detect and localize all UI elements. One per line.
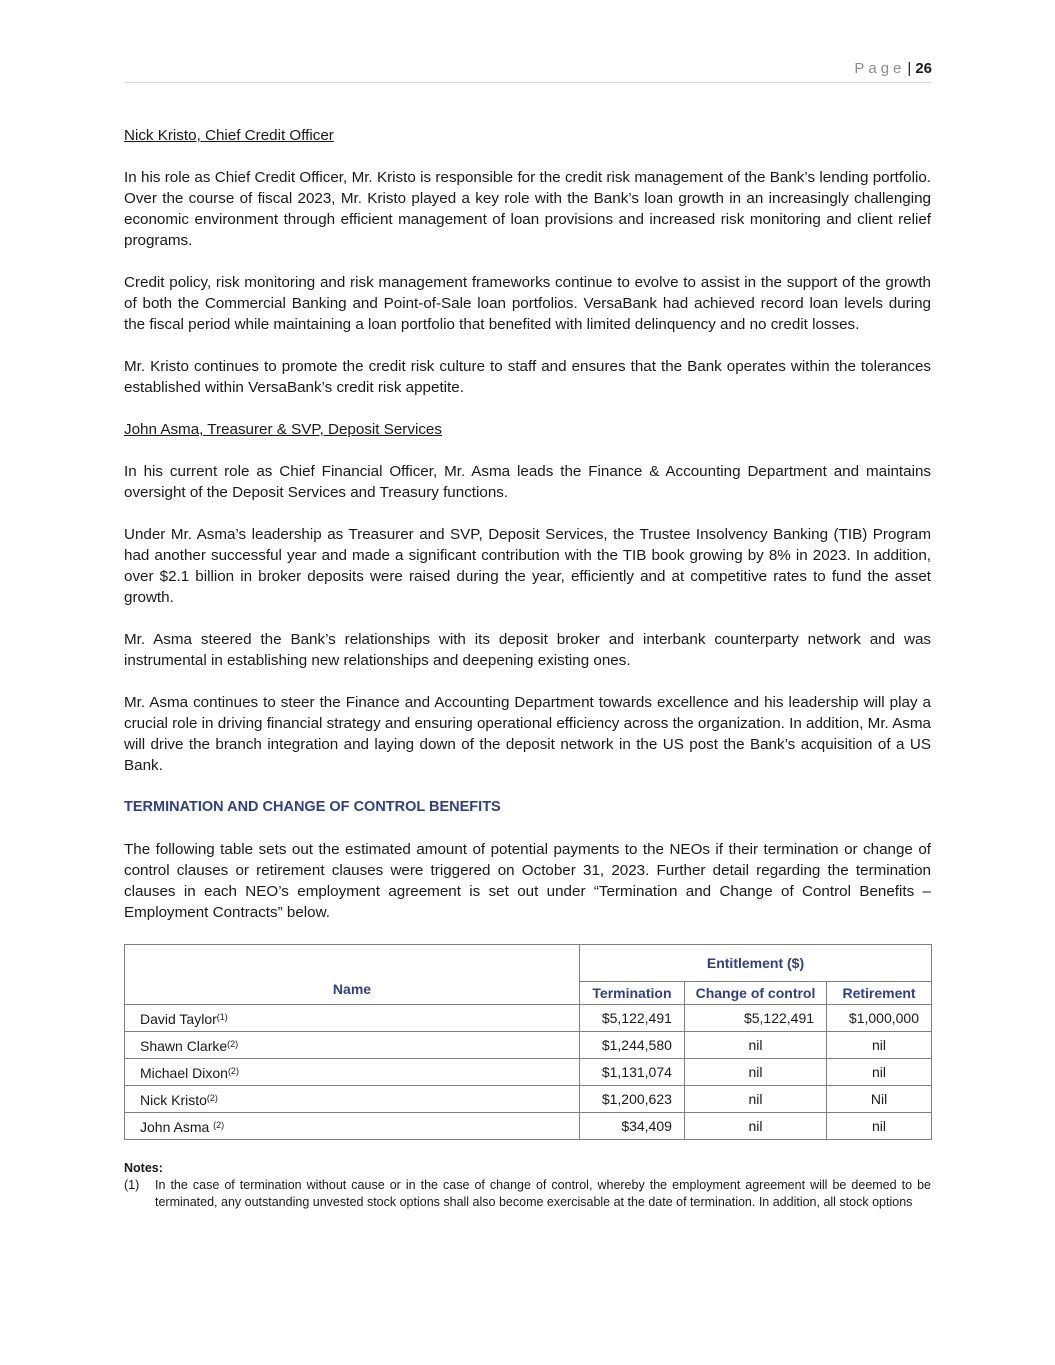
asma-paragraph-4: Mr. Asma continues to steer the Finance and Accounting Department towards excellence and his leadership will play a crucial role in driving financial strategy and ensuring operational efficiency across the organization. In addition, Mr. Asma will drive the branch integration and laying down of the deposit network in the US post the Bank’s acquisition of a US Bank. [124, 694, 931, 774]
name-column-header: Name [125, 945, 580, 1005]
termination-cell: $5,122,491 [580, 1005, 685, 1032]
retirement-column-header: Retirement [827, 982, 932, 1005]
termination-cell: $1,131,074 [580, 1059, 685, 1086]
kristo-paragraph-3: Mr. Kristo continues to promote the credit risk culture to staff and ensures that the Bank operates within the tolerances established within VersaBank’s credit risk appetite. [124, 358, 931, 396]
note-item [124, 1177, 931, 1211]
name-cell: Nick Kristo$^{(2)}$ [125, 1086, 580, 1113]
change-of-control-cell: $5,122,491 [684, 1005, 826, 1032]
change-of-control-cell: nil [684, 1086, 826, 1113]
asma-paragraph-1: In his current role as Chief Financial Officer, Mr. Asma leads the Finance & Accounting Department and maintains oversight of the Deposit Services and Treasury functions. [124, 463, 931, 501]
document-body [124, 125, 931, 1211]
page-separator: | [907, 60, 912, 77]
retirement-cell: $1,000,000 [827, 1005, 932, 1032]
kristo-heading: Nick Kristo, Chief Credit Officer [124, 127, 334, 144]
page-label: Page [854, 60, 906, 77]
change-of-control-column-header: Change of control [684, 982, 826, 1005]
table-row [125, 1005, 932, 1032]
retirement-cell: nil [827, 1059, 932, 1086]
change-of-control-cell: nil [684, 1032, 826, 1059]
entitlement-group-header: Entitlement ($) [580, 945, 932, 982]
termination-intro: The following table sets out the estimated amount of potential payments to the NEOs if their termination or change of control clauses or retirement clauses were triggered on October 31, 2023. Further detail regarding the termination clauses in each NEO’s employment agreement is set out under “Termination and Change of Control Benefits – Employment Contracts” below. [124, 841, 931, 921]
table-row [125, 1086, 932, 1113]
name-cell: John Asma $^{(2)}$ [125, 1113, 580, 1140]
kristo-paragraph-1: In his role as Chief Credit Officer, Mr. Kristo is responsible for the credit risk management of the Bank’s lending portfolio. Over the course of fiscal 2023, Mr. Kristo played a key role with the Bank’s loan growth in an increasingly challenging economic environment through efficient management of loan provisions and increased risk monitoring and client relief programs. [124, 169, 931, 249]
notes-heading: Notes: [124, 1161, 163, 1175]
table-row [125, 1032, 932, 1059]
asma-heading: John Asma, Treasurer & SVP, Deposit Services [124, 421, 442, 438]
retirement-cell: nil [827, 1113, 932, 1140]
retirement-cell: nil [827, 1032, 932, 1059]
page-header [124, 60, 932, 83]
entitlement-table [124, 944, 932, 1140]
name-cell: Michael Dixon$^{(2)}$ [125, 1059, 580, 1086]
kristo-paragraph-2: Credit policy, risk monitoring and risk management frameworks continue to evolve to assist in the support of the growth of both the Commercial Banking and Point-of-Sale loan portfolios. VersaBank had achieved record loan levels during the fiscal period while maintaining a loan portfolio that benefited with limited delinquency and no credit losses. [124, 274, 931, 333]
note-text: In the case of termination without cause or in the case of change of control, whereby the employment agreement will be deemed to be terminated, any outstanding unvested stock options shall also become exercisable at the date of termination. In addition, all stock options [155, 1178, 931, 1209]
termination-section-title: TERMINATION AND CHANGE OF CONTROL BENEFITS [124, 799, 501, 815]
change-of-control-cell: nil [684, 1059, 826, 1086]
change-of-control-cell: nil [684, 1113, 826, 1140]
termination-cell: $34,409 [580, 1113, 685, 1140]
termination-cell: $1,200,623 [580, 1086, 685, 1113]
name-cell: David Taylor$^{(1)}$ [125, 1005, 580, 1032]
termination-cell: $1,244,580 [580, 1032, 685, 1059]
termination-column-header: Termination [580, 982, 685, 1005]
asma-paragraph-3: Mr. Asma steered the Bank’s relationships with its deposit broker and interbank counterparty network and was instrumental in establishing new relationships and deepening existing ones. [124, 631, 931, 669]
name-cell: Shawn Clarke$^{(2)}$ [125, 1032, 580, 1059]
notes-section [124, 1160, 931, 1211]
asma-paragraph-2: Under Mr. Asma’s leadership as Treasurer and SVP, Deposit Services, the Trustee Insolvency Banking (TIB) Program had another successful year and made a significant contribution with the TIB book growing by 8% in 2023. In addition, over $2.1 billion in broker deposits were raised during the year, efficiently and at competitive rates to fund the asset growth. [124, 526, 931, 606]
note-label: (1) [124, 1178, 140, 1192]
table-row [125, 1113, 932, 1140]
table-row [125, 1059, 932, 1086]
retirement-cell: Nil [827, 1086, 932, 1113]
page-number: 26 [915, 60, 932, 77]
